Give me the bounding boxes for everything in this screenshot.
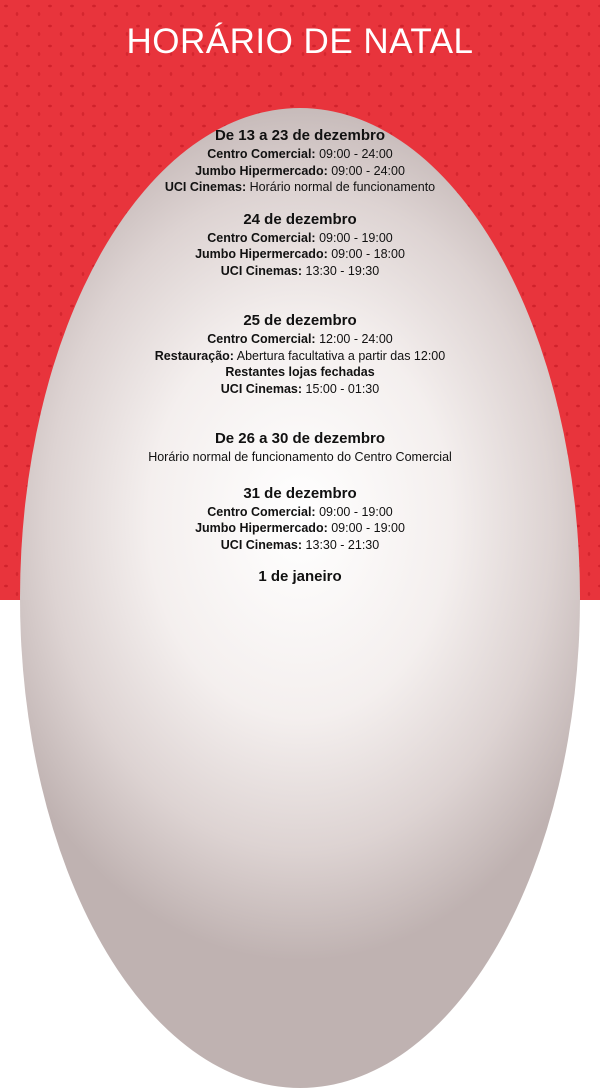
schedule-line bbox=[0, 537, 600, 554]
line-value: 12:00 - 24:00 bbox=[315, 332, 393, 346]
schedule-line bbox=[0, 179, 600, 196]
schedule-line bbox=[0, 348, 600, 365]
line-label: Restantes lojas fechadas bbox=[225, 365, 375, 379]
line-value: Horário normal de funcionamento bbox=[246, 180, 436, 194]
line-label: Jumbo Hipermercado: bbox=[195, 163, 328, 178]
line-label: Centro Comercial: bbox=[207, 147, 316, 161]
schedule-heading: De 26 a 30 de dezembro bbox=[214, 430, 386, 447]
line-label: UCI Cinemas: bbox=[220, 537, 303, 552]
schedule-line bbox=[0, 331, 600, 348]
line-value: 09:00 - 18:00 bbox=[327, 247, 405, 261]
schedule-heading: 24 de dezembro bbox=[243, 210, 357, 228]
schedule-list bbox=[0, 126, 600, 587]
line-label: UCI Cinemas: bbox=[220, 381, 303, 396]
line-label: Centro Comercial: bbox=[207, 230, 316, 245]
schedule-line bbox=[0, 504, 600, 521]
schedule-line bbox=[0, 246, 600, 263]
line-label: Jumbo Hipermercado: bbox=[195, 521, 328, 535]
line-value: 13:30 - 19:30 bbox=[302, 263, 380, 278]
line-label: Jumbo Hipermercado: bbox=[195, 247, 328, 261]
line-label: Centro Comercial: bbox=[207, 504, 316, 519]
schedule-block-31-dec bbox=[0, 484, 600, 554]
line-label: Restauração: bbox=[154, 348, 234, 363]
line-label: Centro Comercial: bbox=[207, 332, 316, 346]
line-value: 09:00 - 24:00 bbox=[315, 147, 393, 161]
line-label: UCI Cinemas: bbox=[220, 263, 303, 278]
schedule-heading: 25 de dezembro bbox=[243, 312, 357, 329]
line-value: 09:00 - 19:00 bbox=[327, 521, 405, 535]
schedule-block-13-23-dec bbox=[0, 126, 600, 196]
schedule-line bbox=[0, 146, 600, 163]
schedule-line bbox=[0, 163, 600, 180]
line-value: Horário normal de funcionamento do Centro Comercial bbox=[148, 450, 452, 464]
schedule-line bbox=[0, 449, 600, 466]
schedule-line bbox=[0, 364, 600, 381]
schedule-block-25-dec bbox=[0, 311, 600, 397]
schedule-heading: 31 de dezembro bbox=[243, 484, 357, 502]
line-value: 09:00 - 24:00 bbox=[327, 163, 405, 178]
line-value: 09:00 - 19:00 bbox=[315, 504, 393, 519]
schedule-block-26-30-dec bbox=[0, 429, 600, 466]
line-value: 09:00 - 19:00 bbox=[315, 230, 393, 245]
schedule-heading: 1 de janeiro bbox=[258, 568, 342, 585]
schedule-line bbox=[0, 263, 600, 280]
schedule-line bbox=[0, 381, 600, 398]
schedule-line bbox=[0, 520, 600, 537]
line-value: 13:30 - 21:30 bbox=[302, 537, 380, 552]
line-value: 15:00 - 01:30 bbox=[302, 381, 380, 396]
page-title: HORÁRIO DE NATAL bbox=[126, 22, 474, 61]
schedule-heading: De 13 a 23 de dezembro bbox=[214, 127, 386, 144]
schedule-block-1-jan bbox=[0, 567, 600, 587]
line-value: Abertura facultativa a partir das 12:00 bbox=[233, 348, 446, 363]
line-label: UCI Cinemas: bbox=[164, 180, 247, 194]
schedule-block-24-dec bbox=[0, 210, 600, 280]
schedule-line bbox=[0, 230, 600, 247]
